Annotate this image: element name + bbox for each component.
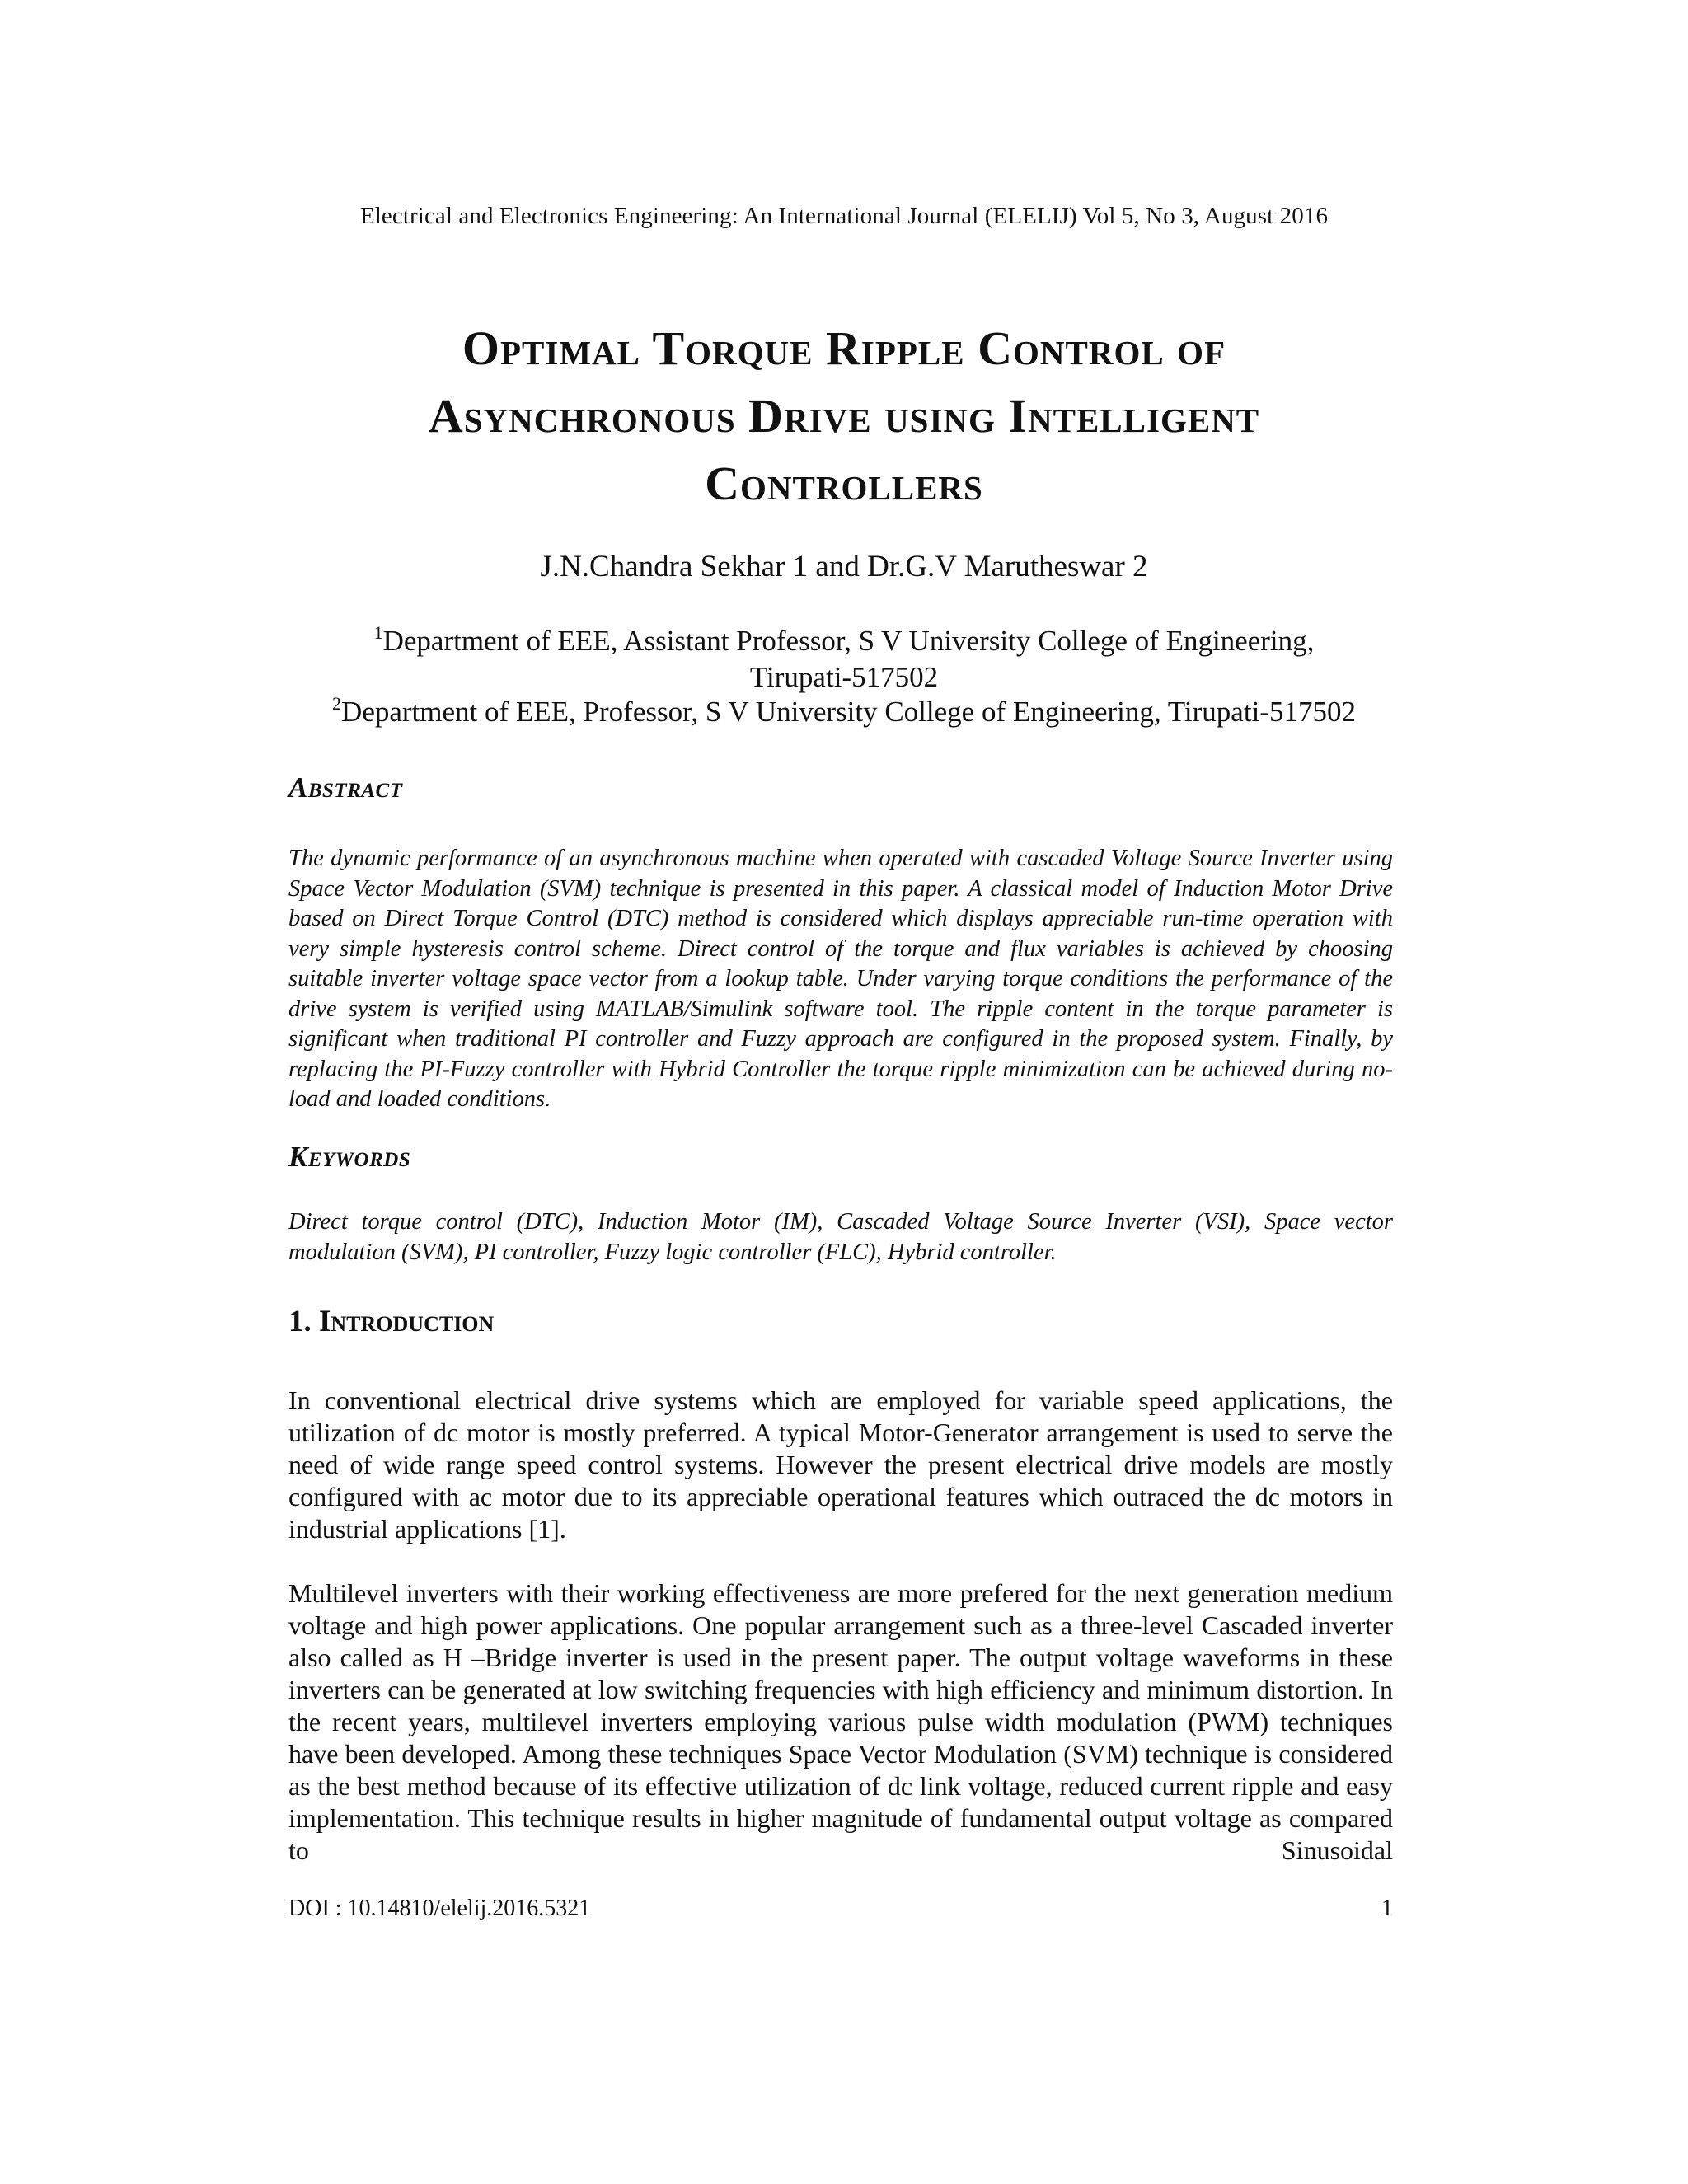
affiliation-marker-1: 1 bbox=[373, 622, 383, 643]
abstract-text: The dynamic performance of an asynchronous machine when operated with cascaded Voltage Source Inverter using Space Vector Modulation (SVM) technique is presented in this paper. A classical model of Induction Motor Drive based on Direct Torque Control (DTC) method is considered which displays appreciable run-time operation with very simple hysteresis control scheme. Direct control of the torque and flux variables is achieved by choosing suitable inverter voltage space vector from a lookup table. Under varying torque conditions the performance of the drive system is verified using MATLAB/Simulink software tool. The ripple content in the torque parameter is significant when traditional PI controller and Fuzzy approach are configured in the proposed system. Finally, by replacing the PI-Fuzzy controller with Hybrid Controller the torque ripple minimization can be achieved during no-load and loaded conditions. bbox=[288, 846, 1393, 1112]
keywords-heading: Keywords bbox=[288, 1141, 411, 1173]
affiliation-1 bbox=[247, 623, 1441, 696]
page-number: 1 bbox=[1381, 1896, 1393, 1921]
doi-text: DOI : 10.14810/elelij.2016.5321 bbox=[288, 1896, 591, 1921]
author-list: J.N.Chandra Sekhar 1 and Dr.G.V Marutheswar 2 bbox=[540, 550, 1148, 583]
running-header: Electrical and Electronics Engineering: An International Journal (ELELIJ) Vol 5, No 3, August 2016 bbox=[359, 203, 1329, 229]
intro-paragraph-1: In conventional electrical drive systems which are employed for variable speed applications, the utilization of dc motor is mostly preferred. A typical Motor-Generator arrangement is used to serve the need of wide range speed control systems. However the present electrical drive models are mostly configured with ac motor due to its appreciable operational features which outraced the dc motors in industrial applications [1]. bbox=[288, 1385, 1393, 1544]
affiliation-2 bbox=[165, 694, 1523, 730]
title-line-3: Controllers bbox=[705, 457, 983, 510]
affiliation-marker-2: 2 bbox=[332, 693, 342, 714]
affiliation-1-line-2: Tirupati-517502 bbox=[749, 661, 939, 693]
page-footer bbox=[288, 1896, 1393, 1922]
keywords-text: Direct torque control (DTC), Induction Motor (IM), Cascaded Voltage Source Inverter (VSI), Space vector modulation (SVM), PI controller, Fuzzy logic controller (FLC), Hybrid controller. bbox=[288, 1209, 1393, 1265]
affiliation-1-line-1: Department of EEE, Assistant Professor, S V University College of Engineering, bbox=[382, 625, 1315, 657]
affiliation-2-line-1: Department of EEE, Professor, S V University College of Engineering, Tirupati-517502 bbox=[341, 696, 1356, 728]
title-line-2: Asynchronous Drive using Intelligent bbox=[428, 389, 1260, 443]
abstract-heading: Abstract bbox=[288, 771, 403, 804]
intro-paragraph-2: Multilevel inverters with their working effectiveness are more prefered for the next generation medium voltage and high power applications. One popular arrangement such as a three-level Cascaded inverter also called as H –Bridge inverter is used in the present paper. The output voltage waveforms in these inverters can be generated at low switching frequencies with high efficiency and minimum distortion. In the recent years, multilevel inverters employing various pulse width modulation (PWM) techniques have been developed. Among these techniques Space Vector Modulation (SVM) technique is considered as the best method because of its effective utilization of dc link voltage, reduced current ripple and easy implementation. This technique results in higher magnitude of fundamental output voltage as compared to Sinusoidal bbox=[288, 1578, 1393, 1865]
introduction-heading: 1. Introduction bbox=[288, 1305, 495, 1338]
paper-title bbox=[247, 315, 1441, 518]
title-line-1: Optimal Torque Ripple Control of bbox=[462, 321, 1226, 375]
